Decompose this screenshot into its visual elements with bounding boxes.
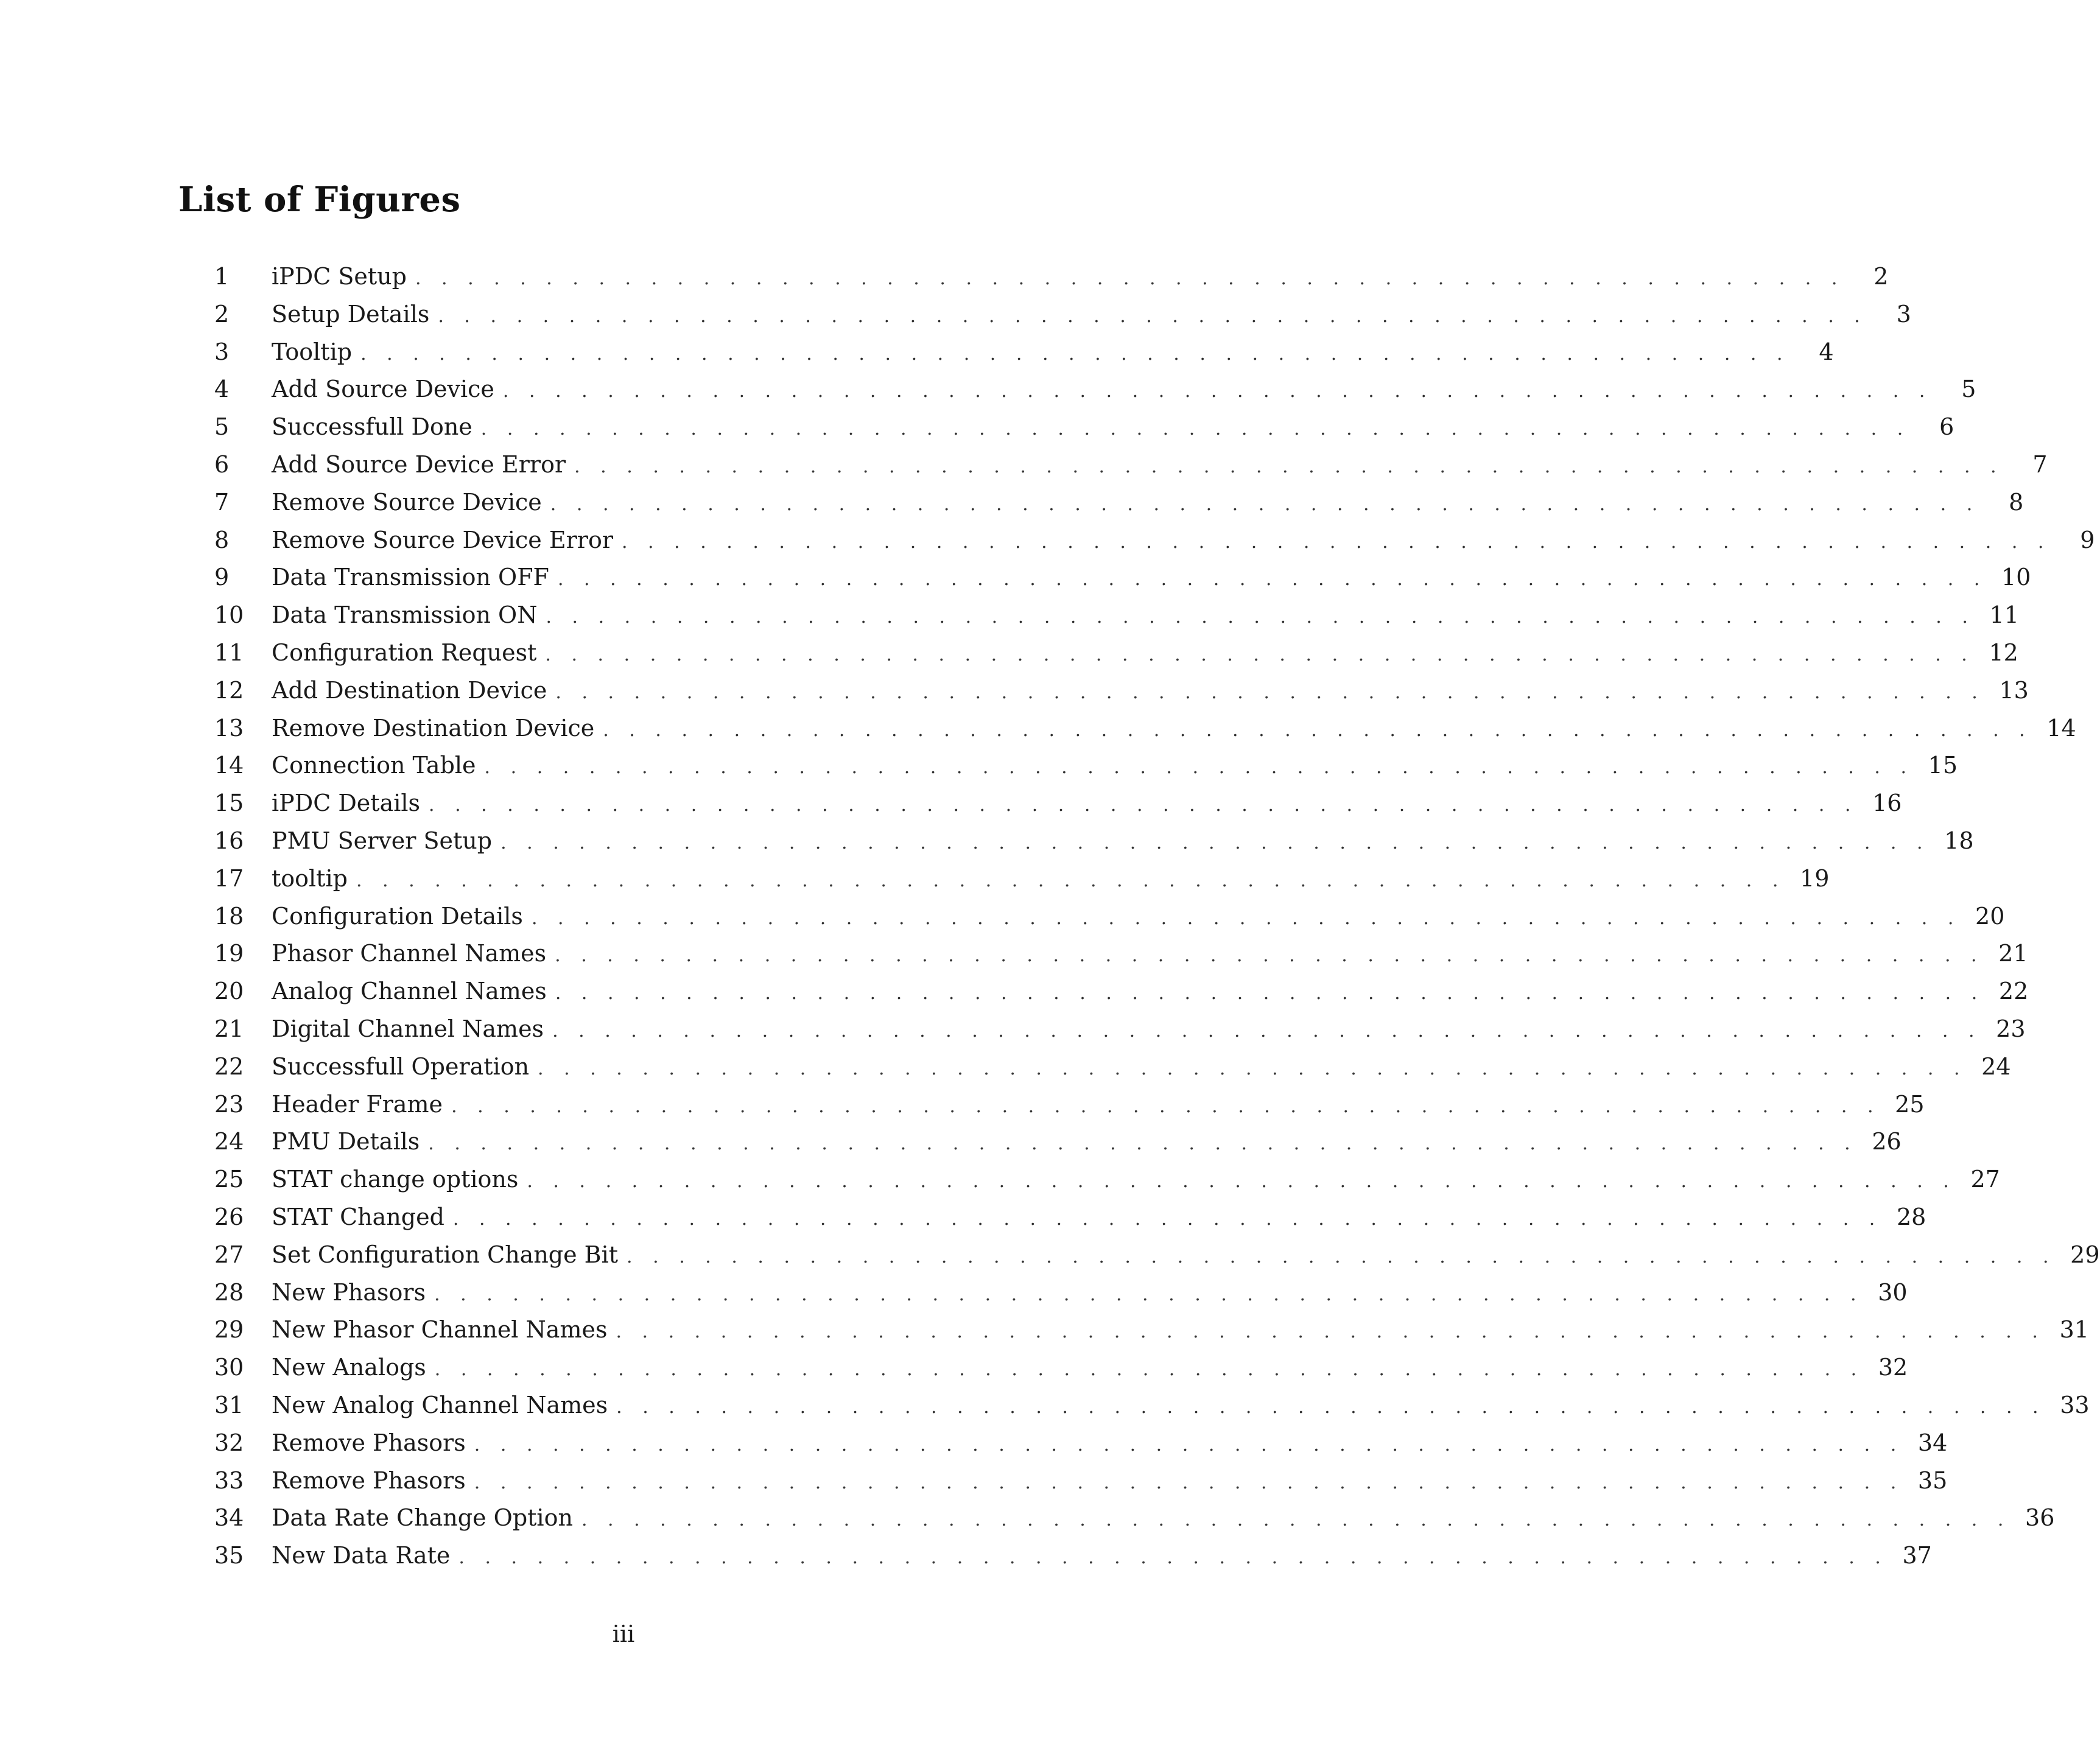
dot-leader: . . . . . . . . . . . . . . . . . . . . . . . . . . . . . . . . . . . . . . . . . . . . . . . . . . . . . . . bbox=[538, 1057, 1967, 1079]
dot-leader: . . . . . . . . . . . . . . . . . . . . . . . . . . . . . . . . . . . . . . . . . . . . . . . . . . . . . . . bbox=[550, 493, 1980, 515]
dot-leader: . . . . . . . . . . . . . . . . . . . . . . . . . . . . . . . . . . . . . . . . . . . . . . . . . . . . . . . bbox=[527, 1171, 1956, 1193]
dot-leader: . . . . . . . . . . . . . . . . . . . . . . . . . . . . . . . . . . . . . . . . . . . . . . . . . . . . . . . bbox=[603, 719, 2032, 741]
figure-entry[interactable] bbox=[214, 935, 2028, 973]
dot-leader: . . . . . . . . . . . . . . . . . . . . . . . . . . . . . . . . . . . . . . . . . . . . . . . . . . . . . . . bbox=[531, 907, 1961, 929]
dot-leader: . . . . . . . . . . . . . . . . . . . . . . . . . . . . . . . . . . . . . . . . . . . . . . . . . . . . . . . bbox=[451, 1095, 1881, 1117]
figure-title: Configuration Details bbox=[272, 902, 523, 930]
figure-entry[interactable] bbox=[214, 1499, 2055, 1537]
figure-page-number: 24 bbox=[1981, 1053, 2011, 1080]
figure-number: 33 bbox=[214, 1467, 244, 1494]
figure-entry[interactable] bbox=[214, 1123, 1902, 1161]
figure-page-number: 27 bbox=[1970, 1166, 2000, 1193]
figure-entry[interactable] bbox=[214, 522, 2095, 559]
figure-page-number: 23 bbox=[1996, 1015, 2026, 1042]
dot-leader: . . . . . . . . . . . . . . . . . . . . . . . . . . . . . . . . . . . . . . . . . . . . . . . . . . . . . . . bbox=[545, 643, 1975, 665]
figure-entry[interactable] bbox=[214, 1311, 2089, 1349]
figure-page-number: 32 bbox=[1878, 1354, 1908, 1381]
figure-page-number: 14 bbox=[2046, 714, 2076, 741]
figure-title: Phasor Channel Names bbox=[272, 940, 547, 967]
dot-leader: . . . . . . . . . . . . . . . . . . . . . . . . . . . . . . . . . . . . . . . . . . . . . . . . . . . . . . . bbox=[555, 681, 1985, 703]
dot-leader: . . . . . . . . . . . . . . . . . . . . . . . . . . . . . . . . . . . . . . . . . . . . . . . . . . . . . . . bbox=[546, 606, 1975, 628]
figure-page-number: 3 bbox=[1896, 300, 1911, 328]
dot-leader: . . . . . . . . . . . . . . . . . . . . . . . . . . . . . . . . . . . . . . . . . . . . . . . . . . . . . . . bbox=[502, 380, 1933, 402]
figure-title: Successfull Done bbox=[272, 413, 472, 441]
figure-page-number: 11 bbox=[1989, 601, 2019, 629]
figure-entry[interactable] bbox=[214, 785, 1902, 822]
figure-number: 29 bbox=[214, 1316, 244, 1344]
figure-number: 7 bbox=[214, 488, 230, 516]
figure-number: 15 bbox=[214, 790, 244, 817]
figure-title: Digital Channel Names bbox=[272, 1015, 544, 1042]
figure-entry[interactable] bbox=[214, 296, 1911, 334]
figure-title: tooltip bbox=[272, 864, 348, 892]
dot-leader: . . . . . . . . . . . . . . . . . . . . . . . . . . . . . . . . . . . . . . . . . . . . . . . . . . . . . . . bbox=[474, 1434, 1904, 1456]
figure-title: New Phasors bbox=[272, 1278, 426, 1306]
figure-entry[interactable] bbox=[214, 484, 2024, 522]
figure-page-number: 15 bbox=[1928, 752, 1958, 779]
figure-title: Remove Phasors bbox=[272, 1467, 466, 1494]
figure-entry[interactable] bbox=[214, 1537, 1932, 1575]
figure-number: 8 bbox=[214, 526, 230, 553]
dot-leader: . . . . . . . . . . . . . . . . . . . . . . . . . . . . . . . . . . . . . . . . . . . . . . . . . . . . . . . bbox=[581, 1509, 2011, 1531]
figure-entry[interactable] bbox=[214, 860, 1830, 898]
dot-leader: . . . . . . . . . . . . . . . . . . . . . . . . . . . . . . . . . . . . . . . . . . . . . . . . . . . . . . . bbox=[552, 1020, 1982, 1042]
figure-number: 10 bbox=[214, 601, 244, 629]
dot-leader: . . . . . . . . . . . . . . . . . . . . . . . . . . . . . . . . . . . . . . . . . . . . . . . . . . . . . . . bbox=[555, 983, 1985, 1004]
figure-page-number: 9 bbox=[2080, 526, 2095, 553]
figure-page-number: 22 bbox=[1998, 978, 2029, 1005]
figure-title: Remove Phasors bbox=[272, 1429, 466, 1456]
figure-page-number: 18 bbox=[1944, 827, 1974, 854]
figure-title: Add Source Device Error bbox=[272, 450, 566, 478]
figure-title: Data Rate Change Option bbox=[272, 1504, 573, 1532]
dot-leader: . . . . . . . . . . . . . . . . . . . . . . . . . . . . . . . . . . . . . . . . . . . . . . . . . . . . . . . bbox=[434, 1359, 1864, 1381]
figure-number: 11 bbox=[214, 639, 244, 666]
figure-number: 25 bbox=[214, 1166, 244, 1193]
figure-page-number: 10 bbox=[2001, 564, 2031, 591]
figure-entry[interactable] bbox=[214, 1086, 1925, 1124]
figure-entry[interactable] bbox=[214, 408, 1954, 446]
dot-leader: . . . . . . . . . . . . . . . . . . . . . . . . . . . . . . . . . . . . . . . . . . . . . . . . . . . . . . . bbox=[574, 455, 2004, 477]
figure-number: 23 bbox=[214, 1090, 244, 1118]
figure-entry[interactable] bbox=[214, 747, 1958, 785]
figure-entry[interactable] bbox=[214, 1011, 2026, 1048]
figure-page-number: 19 bbox=[1800, 864, 1830, 892]
figure-title: Tooltip bbox=[272, 338, 353, 365]
figure-number: 31 bbox=[214, 1391, 244, 1418]
figure-title: Remove Source Device Error bbox=[272, 526, 613, 553]
figure-page-number: 35 bbox=[1917, 1467, 1948, 1494]
dot-leader: . . . . . . . . . . . . . . . . . . . . . . . . . . . . . . . . . . . . . . . . . . . . . . . . . . . . . . . bbox=[356, 869, 1786, 891]
figure-page-number: 8 bbox=[2009, 488, 2024, 516]
figure-page-number: 7 bbox=[2032, 450, 2048, 478]
figure-number: 17 bbox=[214, 864, 244, 892]
figure-entry[interactable] bbox=[214, 822, 1974, 860]
figure-title: Data Transmission ON bbox=[272, 601, 538, 629]
figure-entry[interactable] bbox=[214, 710, 2076, 748]
figure-title: Setup Details bbox=[272, 300, 430, 328]
page-number-footer: iii bbox=[612, 1621, 635, 1647]
figure-number: 20 bbox=[214, 978, 244, 1005]
dot-leader: . . . . . . . . . . . . . . . . . . . . . . . . . . . . . . . . . . . . . . . . . . . . . . . . . . . . . . . bbox=[480, 418, 1911, 440]
figure-page-number: 34 bbox=[1917, 1429, 1948, 1456]
figure-entry[interactable] bbox=[214, 634, 2018, 672]
figure-page-number: 28 bbox=[1897, 1203, 1926, 1230]
figure-entry[interactable] bbox=[214, 446, 2048, 484]
figure-entry[interactable] bbox=[214, 258, 1889, 296]
figure-title: PMU Server Setup bbox=[272, 827, 493, 854]
figure-title: Set Configuration Change Bit bbox=[272, 1241, 619, 1268]
dot-leader: . . . . . . . . . . . . . . . . . . . . . . . . . . . . . . . . . . . . . . . . . . . . . . . . . . . . . . . bbox=[484, 757, 1914, 779]
figure-entry[interactable] bbox=[214, 371, 1976, 408]
figure-number: 18 bbox=[214, 902, 244, 930]
dot-leader: . . . . . . . . . . . . . . . . . . . . . . . . . . . . . . . . . . . . . . . . . . . . . . . . . . . . . . . bbox=[500, 832, 1930, 853]
figure-title: STAT change options bbox=[272, 1166, 519, 1193]
figure-title: New Phasor Channel Names bbox=[272, 1316, 608, 1344]
dot-leader: . . . . . . . . . . . . . . . . . . . . . . . . . . . . . . . . . . . . . . . . . . . . . . . . . . . . . . . bbox=[434, 1283, 1864, 1305]
figure-entry[interactable] bbox=[214, 559, 2031, 597]
figure-title: Data Transmission OFF bbox=[272, 564, 549, 591]
figure-number: 24 bbox=[214, 1128, 244, 1155]
figure-title: New Analogs bbox=[272, 1354, 426, 1381]
figure-title: Configuration Request bbox=[272, 639, 537, 666]
figure-number: 4 bbox=[214, 376, 230, 403]
figure-page-number: 2 bbox=[1873, 263, 1889, 290]
figure-page-number: 25 bbox=[1895, 1090, 1925, 1118]
figure-page-number: 21 bbox=[1998, 940, 2028, 967]
figure-entry[interactable] bbox=[214, 1236, 2100, 1274]
dot-leader: . . . . . . . . . . . . . . . . . . . . . . . . . . . . . . . . . . . . . . . . . . . . . . . . . . . . . . . bbox=[415, 268, 1845, 289]
dot-leader: . . . . . . . . . . . . . . . . . . . . . . . . . . . . . . . . . . . . . . . . . . . . . . . . . . . . . . . bbox=[428, 1133, 1858, 1155]
figure-number: 14 bbox=[214, 752, 244, 779]
figure-number: 34 bbox=[214, 1504, 244, 1532]
figure-entry[interactable] bbox=[214, 334, 1834, 371]
figure-entry[interactable] bbox=[214, 1425, 1948, 1462]
figure-number: 21 bbox=[214, 1015, 244, 1042]
dot-leader: . . . . . . . . . . . . . . . . . . . . . . . . . . . . . . . . . . . . . . . . . . . . . . . . . . . . . . . bbox=[616, 1321, 2045, 1343]
figure-title: Header Frame bbox=[272, 1090, 443, 1118]
figure-page-number: 29 bbox=[2070, 1241, 2100, 1268]
figure-number: 13 bbox=[214, 714, 244, 741]
figure-page-number: 36 bbox=[2025, 1504, 2055, 1532]
dot-leader: . . . . . . . . . . . . . . . . . . . . . . . . . . . . . . . . . . . . . . . . . . . . . . . . . . . . . . . bbox=[621, 531, 2051, 553]
figure-entry[interactable] bbox=[214, 1387, 2090, 1425]
figure-title: Remove Destination Device bbox=[272, 714, 595, 741]
figure-number: 5 bbox=[214, 413, 230, 441]
dot-leader: . . . . . . . . . . . . . . . . . . . . . . . . . . . . . . . . . . . . . . . . . . . . . . . . . . . . . . . bbox=[452, 1208, 1883, 1230]
figure-number: 28 bbox=[214, 1278, 244, 1306]
figure-number: 30 bbox=[214, 1354, 244, 1381]
figure-page-number: 4 bbox=[1819, 338, 1834, 365]
figure-title: iPDC Details bbox=[272, 790, 421, 817]
figure-number: 12 bbox=[214, 676, 244, 704]
figure-page-number: 6 bbox=[1939, 413, 1954, 441]
figure-page-number: 33 bbox=[2060, 1391, 2090, 1418]
figure-title: Successfull Operation bbox=[272, 1053, 530, 1080]
figure-page-number: 13 bbox=[1999, 676, 2029, 704]
figure-number: 2 bbox=[214, 300, 230, 328]
figure-number: 35 bbox=[214, 1542, 244, 1569]
figure-entry[interactable] bbox=[214, 597, 2019, 634]
figure-number: 27 bbox=[214, 1241, 244, 1268]
figure-number: 1 bbox=[214, 263, 230, 290]
figure-number: 16 bbox=[214, 827, 244, 854]
figure-entry[interactable] bbox=[214, 1161, 2000, 1199]
figure-entry[interactable] bbox=[214, 1048, 2011, 1086]
figure-entry[interactable] bbox=[214, 1462, 1948, 1500]
figure-page-number: 31 bbox=[2059, 1316, 2089, 1344]
dot-leader: . . . . . . . . . . . . . . . . . . . . . . . . . . . . . . . . . . . . . . . . . . . . . . . . . . . . . . . bbox=[360, 343, 1790, 365]
figure-title: iPDC Setup bbox=[272, 263, 407, 290]
figure-entry[interactable] bbox=[214, 1199, 1926, 1236]
figure-page-number: 26 bbox=[1872, 1128, 1902, 1155]
figure-entry[interactable] bbox=[214, 973, 2029, 1011]
figure-title: Add Source Device bbox=[272, 376, 494, 403]
figure-title: Analog Channel Names bbox=[272, 978, 547, 1005]
dot-leader: . . . . . . . . . . . . . . . . . . . . . . . . . . . . . . . . . . . . . . . . . . . . . . . . . . . . . . . bbox=[627, 1246, 2056, 1267]
figure-entry[interactable] bbox=[214, 898, 2005, 936]
figure-entry[interactable] bbox=[214, 1274, 1908, 1312]
figure-title: Remove Source Device bbox=[272, 488, 542, 516]
figure-page-number: 5 bbox=[1961, 376, 1976, 403]
figure-title: New Data Rate bbox=[272, 1542, 451, 1569]
dot-leader: . . . . . . . . . . . . . . . . . . . . . . . . . . . . . . . . . . . . . . . . . . . . . . . . . . . . . . . bbox=[458, 1547, 1888, 1569]
figure-title: STAT Changed bbox=[272, 1203, 444, 1230]
figure-page-number: 37 bbox=[1902, 1542, 1932, 1569]
list-of-figures bbox=[214, 258, 2100, 1575]
dot-leader: . . . . . . . . . . . . . . . . . . . . . . . . . . . . . . . . . . . . . . . . . . . . . . . . . . . . . . . bbox=[474, 1471, 1904, 1493]
figure-number: 3 bbox=[214, 338, 230, 365]
dot-leader: . . . . . . . . . . . . . . . . . . . . . . . . . . . . . . . . . . . . . . . . . . . . . . . . . . . . . . . bbox=[438, 305, 1867, 327]
figure-number: 32 bbox=[214, 1429, 244, 1456]
figure-title: Add Destination Device bbox=[272, 676, 547, 704]
dot-leader: . . . . . . . . . . . . . . . . . . . . . . . . . . . . . . . . . . . . . . . . . . . . . . . . . . . . . . . bbox=[555, 945, 1984, 967]
dot-leader: . . . . . . . . . . . . . . . . . . . . . . . . . . . . . . . . . . . . . . . . . . . . . . . . . . . . . . . bbox=[557, 569, 1987, 591]
figure-title: Connection Table bbox=[272, 752, 476, 779]
dot-leader: . . . . . . . . . . . . . . . . . . . . . . . . . . . . . . . . . . . . . . . . . . . . . . . . . . . . . . . bbox=[616, 1396, 2046, 1418]
figure-title: New Analog Channel Names bbox=[272, 1391, 608, 1418]
figure-number: 9 bbox=[214, 564, 230, 591]
figure-number: 6 bbox=[214, 450, 230, 478]
figure-page-number: 16 bbox=[1872, 790, 1902, 817]
dot-leader: . . . . . . . . . . . . . . . . . . . . . . . . . . . . . . . . . . . . . . . . . . . . . . . . . . . . . . . bbox=[429, 794, 1858, 816]
figure-entry[interactable] bbox=[214, 1349, 1908, 1387]
figure-page-number: 30 bbox=[1878, 1278, 1908, 1306]
page-heading: List of Figures bbox=[178, 180, 461, 220]
figure-title: PMU Details bbox=[272, 1128, 420, 1155]
figure-page-number: 12 bbox=[1989, 639, 2018, 666]
figure-number: 19 bbox=[214, 940, 244, 967]
figure-number: 22 bbox=[214, 1053, 244, 1080]
figure-number: 26 bbox=[214, 1203, 244, 1230]
figure-entry[interactable] bbox=[214, 672, 2029, 710]
figure-page-number: 20 bbox=[1975, 902, 2005, 930]
